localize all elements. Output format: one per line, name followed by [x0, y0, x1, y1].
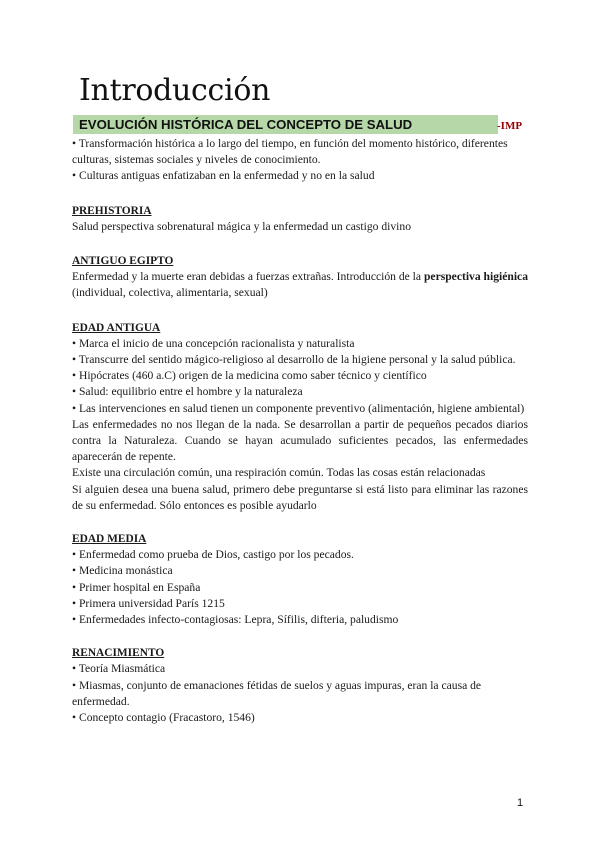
heading-antiguo-egipto: ANTIGUO EGIPTO: [72, 255, 174, 268]
perspectiva-higienica-bold: perspectiva higiénica: [423, 270, 528, 284]
intro-bullet: • Transformación histórica a lo largo del tiempo, en función del momento histórico, diferentes culturas, sistemas sociales y niveles de conocimiento.: [72, 137, 508, 167]
list-item: • Concepto contagio (Fracastoro, 1546): [72, 711, 255, 725]
heading-renacimiento: RENACIMIENTO: [72, 647, 165, 660]
paragraph: Si alguien desea una buena salud, primero debe preguntarse si está listo para eliminar las razones de su enfermedad. Sólo entonces es posible ayudarlo: [72, 482, 528, 512]
imp-tag: -IMP: [497, 120, 523, 132]
heading-edad-media: EDAD MEDIA: [72, 533, 147, 546]
list-item: • Miasmas, conjunto de emanaciones fétidas de suelos y aguas impuras, eran la causa de enfermedad.: [72, 678, 482, 708]
list-item: • Primer hospital en España: [72, 580, 201, 594]
page-number: 1: [517, 797, 524, 809]
list-item: • Teoría Miasmática: [72, 662, 166, 676]
egipto-text: Enfermedad y la muerte eran debidas a fuerzas extrañas. Introducción de la perspectiva higiénica (individual, colectiva, alimentaria, sexual): [72, 270, 528, 300]
intro-bullet: • Culturas antiguas enfatizaban en la enfermedad y no en la salud: [72, 169, 375, 183]
document-body: [72, 136, 528, 726]
heading-edad-antigua: EDAD ANTIGUA: [72, 321, 161, 334]
list-item: • Salud: equilibrio entre el hombre y la naturaleza: [72, 385, 303, 399]
paragraph: Existe una circulación común, una respiración común. Todas las cosas están relacionadas: [72, 466, 486, 480]
list-item: • Medicina monástica: [72, 564, 173, 578]
prehistoria-text: Salud perspectiva sobrenatural mágica y la enfermedad un castigo divino: [72, 219, 411, 233]
paragraph: Las enfermedades no nos llegan de la nada. Se desarrollan a partir de pequeños pecados diarios contra la Naturaleza. Cuando se hayan acumulado suficientes pecados, las enfermedades aparecerán de repente.: [72, 417, 528, 464]
heading-prehistoria: PREHISTORIA: [72, 204, 152, 217]
page-title: Introducción: [79, 73, 271, 108]
list-item: • Las intervenciones en salud tienen un componente preventivo (alimentación, higiene ambiental): [72, 401, 525, 415]
list-item: • Enfermedades infecto-contagiosas: Lepra, Sífilis, difteria, paludismo: [72, 613, 399, 627]
list-item: • Transcurre del sentido mágico-religioso al desarrollo de la higiene personal y la salud pública.: [72, 353, 516, 367]
list-item: • Hipócrates (460 a.C) origen de la medicina como saber técnico y científico: [72, 369, 427, 383]
list-item: • Enfermedad como prueba de Dios, castigo por los pecados.: [72, 548, 354, 562]
section-heading-evolucion: EVOLUCIÓN HISTÓRICA DEL CONCEPTO DE SALUD: [79, 117, 413, 132]
list-item: • Primera universidad París 1215: [72, 596, 225, 610]
list-item: • Marca el inicio de una concepción racionalista y naturalista: [72, 336, 355, 350]
